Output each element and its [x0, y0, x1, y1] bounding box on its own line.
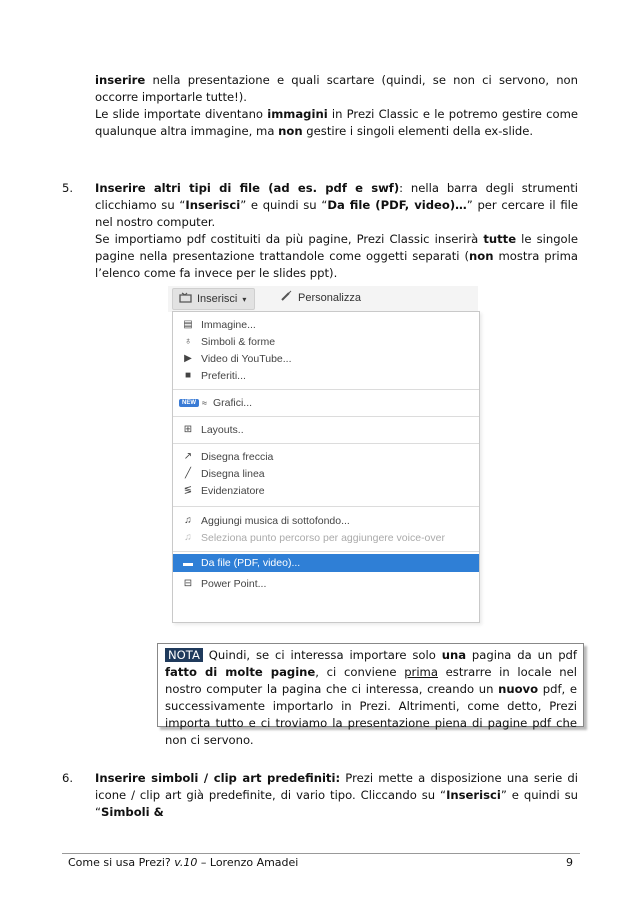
menu-separator — [173, 551, 479, 552]
insert-menu-screenshot — [168, 286, 478, 621]
music-note-icon: ♫ — [184, 532, 192, 543]
insert-dropdown-menu — [172, 311, 480, 623]
menu-separator — [173, 389, 479, 390]
menu-item-image[interactable]: ▤ Immagine... — [173, 316, 479, 333]
menu-item-from-file[interactable]: ▬ Da file (PDF, video)... — [173, 554, 479, 572]
prezi-toolbar — [168, 286, 478, 312]
page-number: 9 — [566, 856, 573, 869]
item-5-paragraph: Inserire altri tipi di file (ad es. pdf e swf): nella barra degli strumenti clicchiamo su “Inserisci” e quindi su “Da file (PDF, video)…” per cercare il file nel nostro computer. Se importiamo pdf costituiti da più pagine, Prezi Classic inserirà tutte le singole pagine nella presentazione trattandole come oggetti separati (non mostra prima l’elenco come fa invece per le slides ppt). — [95, 181, 578, 280]
menu-separator — [173, 443, 479, 444]
music-icon: ♫ — [184, 515, 192, 526]
note-box — [157, 643, 584, 747]
note-tag: NOTA — [165, 648, 203, 662]
menu-item-draw-line[interactable]: ╱ Disegna linea — [173, 465, 479, 482]
menu-item-background-music[interactable]: ♫ Aggiungi musica di sottofondo... — [173, 512, 479, 529]
chevron-down-icon: ▾ — [242, 294, 247, 304]
note-text: NOTA Quindi, se ci interessa importare solo una pagina da un pdf fatto di molte pagine, ci conviene prima estrarre in locale nel nostro computer la pagina che ci interessa, creando un nuovo pdf, e successivamente importarlo in Prezi. Altrimenti, come detto, Prezi importa tutto e ci troviamo la presentazione piena di pagine pdf che non ci servono. — [165, 648, 577, 747]
footer-title: Come si usa Prezi? v.10 – Lorenzo Amadei — [68, 856, 299, 869]
folder-icon: ▬ — [183, 557, 193, 569]
menu-item-highlighter[interactable]: ≶ Evidenziatore — [173, 482, 479, 499]
menu-item-youtube[interactable]: ▶ Video di YouTube... — [173, 350, 479, 367]
menu-item-voice-over: ♫ Seleziona punto percorso per aggiungere voice-over — [173, 529, 479, 546]
line-icon: ╱ — [184, 468, 192, 479]
chart-icon: ≈ — [202, 397, 207, 408]
plus-square-icon: ⊞ — [183, 424, 193, 435]
item-5-number: 5. — [62, 181, 74, 195]
play-icon: ▶ — [184, 353, 192, 364]
menu-item-charts[interactable]: NEW ≈ Grafici... — [173, 394, 479, 411]
toolbar-customize-button[interactable]: Personalizza — [280, 290, 361, 305]
new-badge: NEW — [179, 399, 199, 407]
menu-item-powerpoint[interactable]: ⊟ Power Point... — [173, 575, 479, 592]
menu-item-favorites[interactable]: ■ Preferiti... — [173, 367, 479, 384]
powerpoint-icon: ⊟ — [183, 578, 193, 589]
item-6-number: 6. — [62, 771, 74, 785]
highlighter-icon: ≶ — [183, 485, 193, 496]
lightbulb-icon: ♁ — [184, 336, 192, 347]
menu-item-symbols[interactable]: ♁ Simboli & forme — [173, 333, 479, 350]
footer-divider — [62, 853, 580, 854]
insert-icon — [179, 292, 192, 306]
menu-item-layouts[interactable]: ⊞ Layouts.. — [173, 421, 479, 438]
menu-item-draw-arrow[interactable]: ↗ Disegna freccia — [173, 448, 479, 465]
toolbar-insert-button[interactable]: Inserisci ▾ — [172, 288, 255, 310]
arrow-icon: ↗ — [183, 451, 193, 462]
item-6-paragraph: Inserire simboli / clip art predefiniti: Prezi mette a disposizione una serie di icone / clip art già predefinite, di vario tipo. Cliccando su “Inserisci” e quindi su “Simboli & — [95, 771, 578, 819]
menu-separator — [173, 506, 479, 507]
intro-paragraph: inserire nella presentazione e quali scartare (quindi, se non ci servono, non occorre importarle tutte!). Le slide importate diventano immagini in Prezi Classic e le potremo gestire come qualunque altra immagine, ma non gestire i singoli elementi della ex-slide. — [95, 73, 578, 138]
brush-icon — [280, 290, 292, 305]
archive-icon: ■ — [184, 370, 192, 381]
menu-separator — [173, 416, 479, 417]
image-icon: ▤ — [183, 319, 193, 330]
